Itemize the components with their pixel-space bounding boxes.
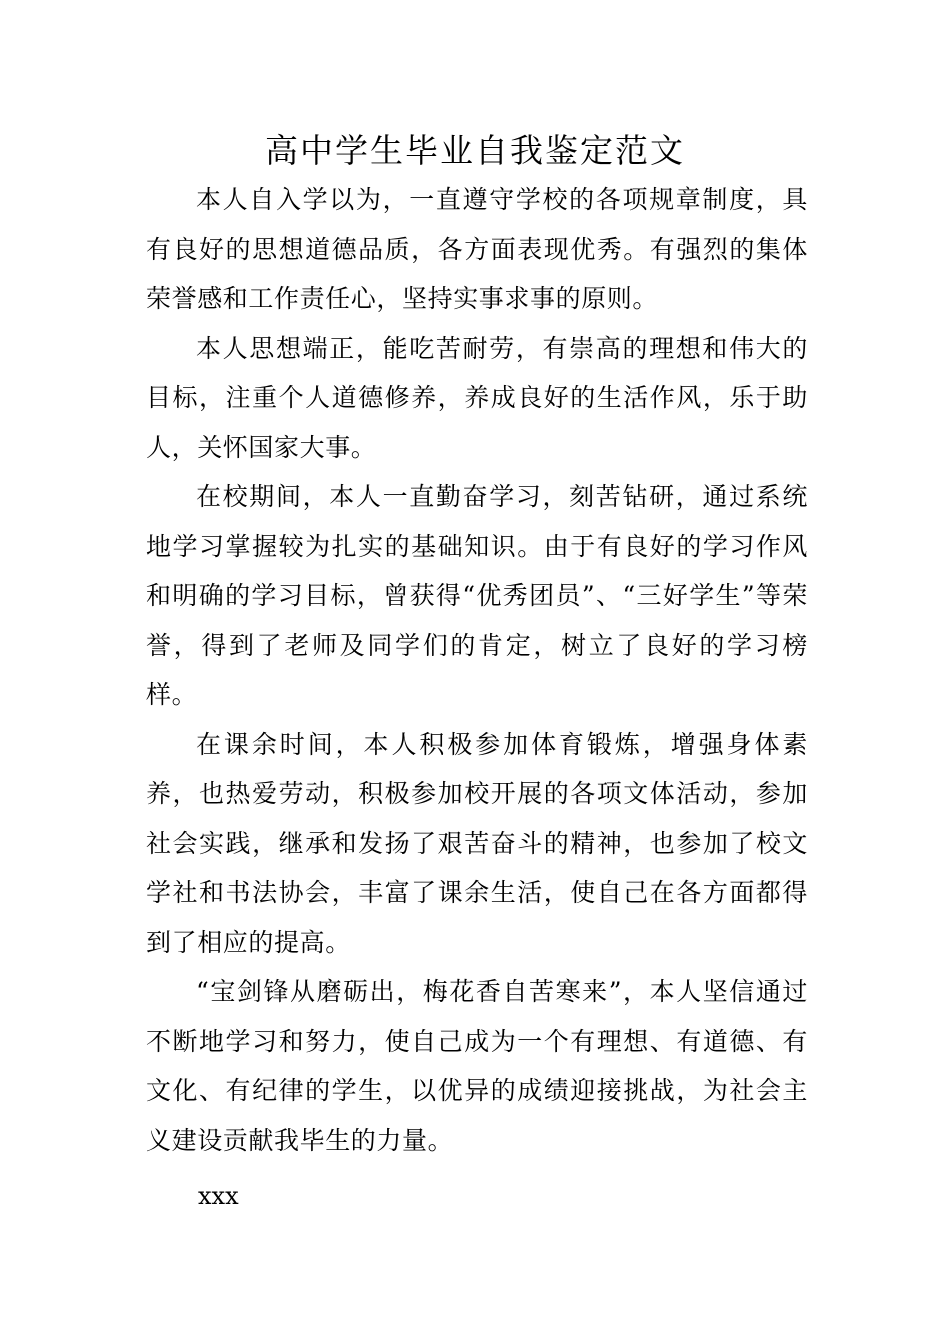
paragraph-1: 本人自入学以为，一直遵守学校的各项规章制度，具有良好的思想道德品质，各方面表现优秀。有强烈的集体荣誉感和工作责任心，坚持实事求事的原则。 <box>146 185 808 313</box>
document-title: 高中学生毕业自我鉴定范文 <box>265 131 685 170</box>
signature: xxx <box>198 1182 239 1210</box>
paragraph-3: 在校期间，本人一直勤奋学习，刻苦钻研，通过系统地学习掌握较为扎实的基础知识。由于有良好的学习作风和明确的学习目标，曾获得“优秀团员”、“三好学生”等荣誉，得到了老师及同学们的肯定，树立了良好的学习榜样。 <box>146 482 808 709</box>
document-body <box>146 175 808 1165</box>
paragraph-5: “宝剑锋从磨砺出，梅花香自苦寒来”，本人坚信通过不断地学习和努力，使自己成为一个有理想、有道德、有文化、有纪律的学生，以优异的成绩迎接挑战，为社会主义建设贡献我毕生的力量。 <box>146 977 808 1155</box>
paragraph-4: 在课余时间，本人积极参加体育锻炼，增强身体素养，也热爱劳动，积极参加校开展的各项文体活动，参加社会实践，继承和发扬了艰苦奋斗的精神，也参加了校文学社和书法协会，丰富了课余生活，使自己在各方面都得到了相应的提高。 <box>146 729 808 957</box>
paragraph-2: 本人思想端正，能吃苦耐劳，有崇高的理想和伟大的目标，注重个人道德修养，养成良好的生活作风，乐于助人，关怀国家大事。 <box>146 333 808 462</box>
